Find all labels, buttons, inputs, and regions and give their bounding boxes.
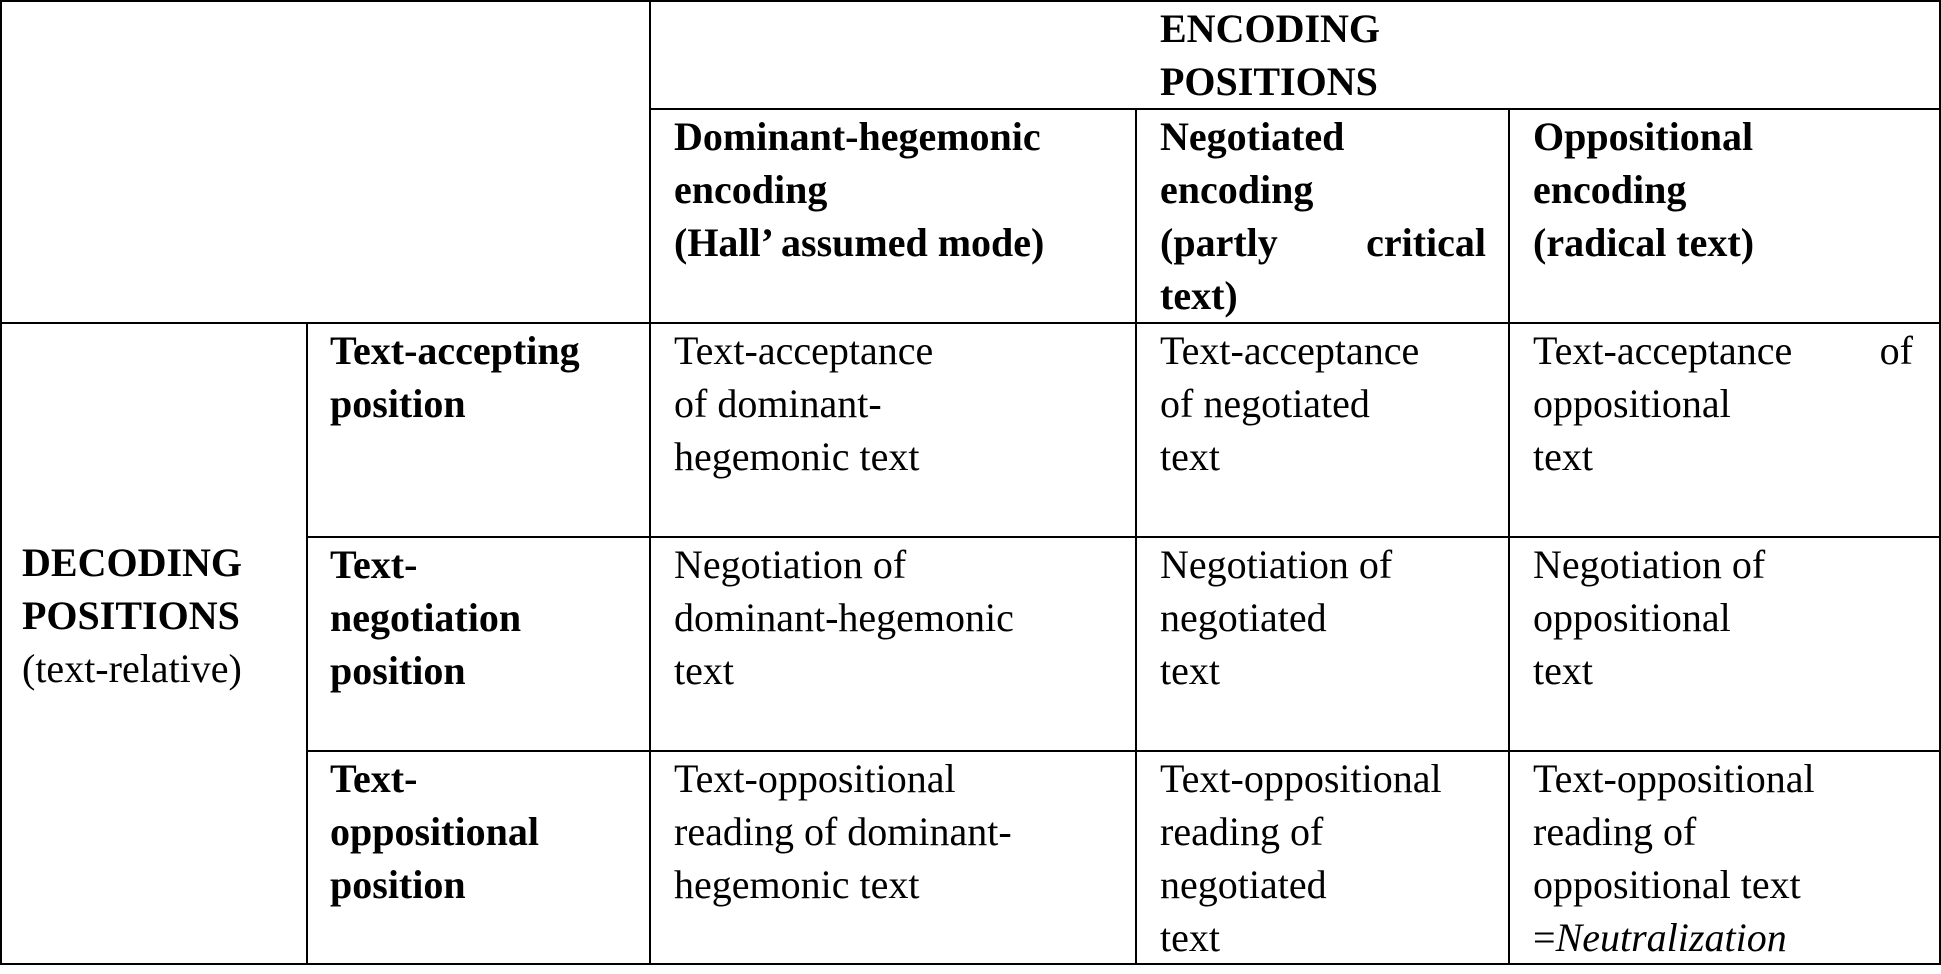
- cell-oppositional-negotiated: [1160, 752, 1490, 964]
- cell-line-1: Negotiation of: [1533, 542, 1766, 587]
- cell-line-4: text: [1160, 915, 1220, 960]
- cell-line-3: text: [1533, 434, 1593, 479]
- cell-oppositional-dominant-hegemonic: [674, 752, 1124, 911]
- encoding-header-line-2: POSITIONS: [1160, 59, 1378, 104]
- column-header-line-3-end: critical: [1366, 220, 1486, 265]
- cell-line-3: text: [674, 648, 734, 693]
- cell-line-2: of dominant-: [674, 381, 882, 426]
- cell-line-4: [1533, 911, 1913, 964]
- cell-line-2: dominant-hegemonic: [674, 595, 1014, 640]
- row-label-line-1: Text-accepting: [330, 328, 580, 373]
- decoding-label-divider: [306, 322, 308, 965]
- column-divider-1: [649, 0, 651, 965]
- cell-line-3: oppositional text: [1533, 862, 1801, 907]
- column-divider-2: [1135, 108, 1137, 965]
- row-label-line-2: oppositional: [330, 809, 539, 854]
- cell-line-2: negotiated: [1160, 595, 1327, 640]
- table-top-border: [0, 0, 1941, 2]
- decoding-header-line-3: (text-relative): [22, 646, 242, 691]
- cell-line-2: of negotiated: [1160, 381, 1370, 426]
- cell-line-2: oppositional: [1533, 595, 1731, 640]
- decoding-positions-header: [22, 536, 292, 695]
- column-header-line-3: (radical text): [1533, 220, 1755, 265]
- cell-line-2: oppositional: [1533, 381, 1731, 426]
- table-left-border: [0, 0, 2, 965]
- cell-line-3: negotiated: [1160, 862, 1327, 907]
- cell-line-1: Text-oppositional: [1160, 756, 1442, 801]
- encoding-positions-header: [1160, 2, 1460, 108]
- row-label-line-3: position: [330, 862, 466, 907]
- column-divider-3: [1508, 108, 1510, 965]
- row-label-line-1: Text-: [330, 756, 418, 801]
- cell-oppositional-oppositional: [1533, 752, 1913, 964]
- column-header-line-3-start: (partly: [1160, 220, 1278, 265]
- column-header-negotiated: [1160, 110, 1490, 322]
- cell-line-1-end: of: [1879, 328, 1913, 373]
- cell-line-2: reading of: [1160, 809, 1324, 854]
- cell-line-3: text: [1533, 648, 1593, 693]
- row-label-line-3: position: [330, 648, 466, 693]
- column-header-line-1: Dominant-hegemonic: [674, 114, 1041, 159]
- row-label-line-2: position: [330, 381, 466, 426]
- column-header-justified-line: [1160, 216, 1486, 269]
- row-label-text-oppositional: [330, 752, 645, 911]
- cell-line-1: Text-oppositional: [1533, 756, 1815, 801]
- cell-negotiation-oppositional: [1533, 538, 1913, 697]
- cell-line-3: text: [1160, 648, 1220, 693]
- column-header-line-3: (Hall’ assumed mode): [674, 220, 1045, 265]
- cell-line-1: Text-oppositional: [674, 756, 956, 801]
- cell-accepting-oppositional: [1533, 324, 1913, 483]
- column-header-line-2: encoding: [674, 167, 828, 212]
- row-label-line-1: Text-: [330, 542, 418, 587]
- cell-line-3: text: [1160, 434, 1220, 479]
- cell-line-1: Text-acceptance: [674, 328, 934, 373]
- neutralization-text: Neutralization: [1555, 915, 1787, 960]
- cell-line-3: hegemonic text: [674, 434, 920, 479]
- cell-line-1: Negotiation of: [1160, 542, 1393, 587]
- cell-line-1-start: Text-acceptance: [1533, 328, 1793, 373]
- row-label-text-accepting: [330, 324, 645, 430]
- cell-line-1: Text-acceptance: [1160, 328, 1420, 373]
- column-header-line-2: encoding: [1533, 167, 1687, 212]
- cell-negotiation-negotiated: [1160, 538, 1490, 697]
- neutralization-prefix: =: [1533, 915, 1556, 960]
- column-header-line-1: Oppositional: [1533, 114, 1754, 159]
- encoding-header-line-1: ENCODING: [1160, 6, 1381, 51]
- column-header-line-2: encoding: [1160, 167, 1314, 212]
- column-header-dominant-hegemonic: [674, 110, 1124, 269]
- cell-justified-line: [1533, 324, 1913, 377]
- cell-line-2: reading of: [1533, 809, 1697, 854]
- row-label-line-2: negotiation: [330, 595, 522, 640]
- cell-line-3: hegemonic text: [674, 862, 920, 907]
- cell-line-2: reading of dominant-: [674, 809, 1012, 854]
- row-label-text-negotiation: [330, 538, 645, 697]
- column-header-line-4: text): [1160, 273, 1238, 318]
- column-header-oppositional: [1533, 110, 1913, 269]
- cell-line-1: Negotiation of: [674, 542, 907, 587]
- decoding-header-line-1: DECODING: [22, 540, 243, 585]
- cell-accepting-dominant-hegemonic: [674, 324, 1124, 483]
- column-header-line-1: Negotiated: [1160, 114, 1345, 159]
- cell-accepting-negotiated: [1160, 324, 1490, 483]
- decoding-header-line-2: POSITIONS: [22, 593, 240, 638]
- cell-negotiation-dominant-hegemonic: [674, 538, 1124, 697]
